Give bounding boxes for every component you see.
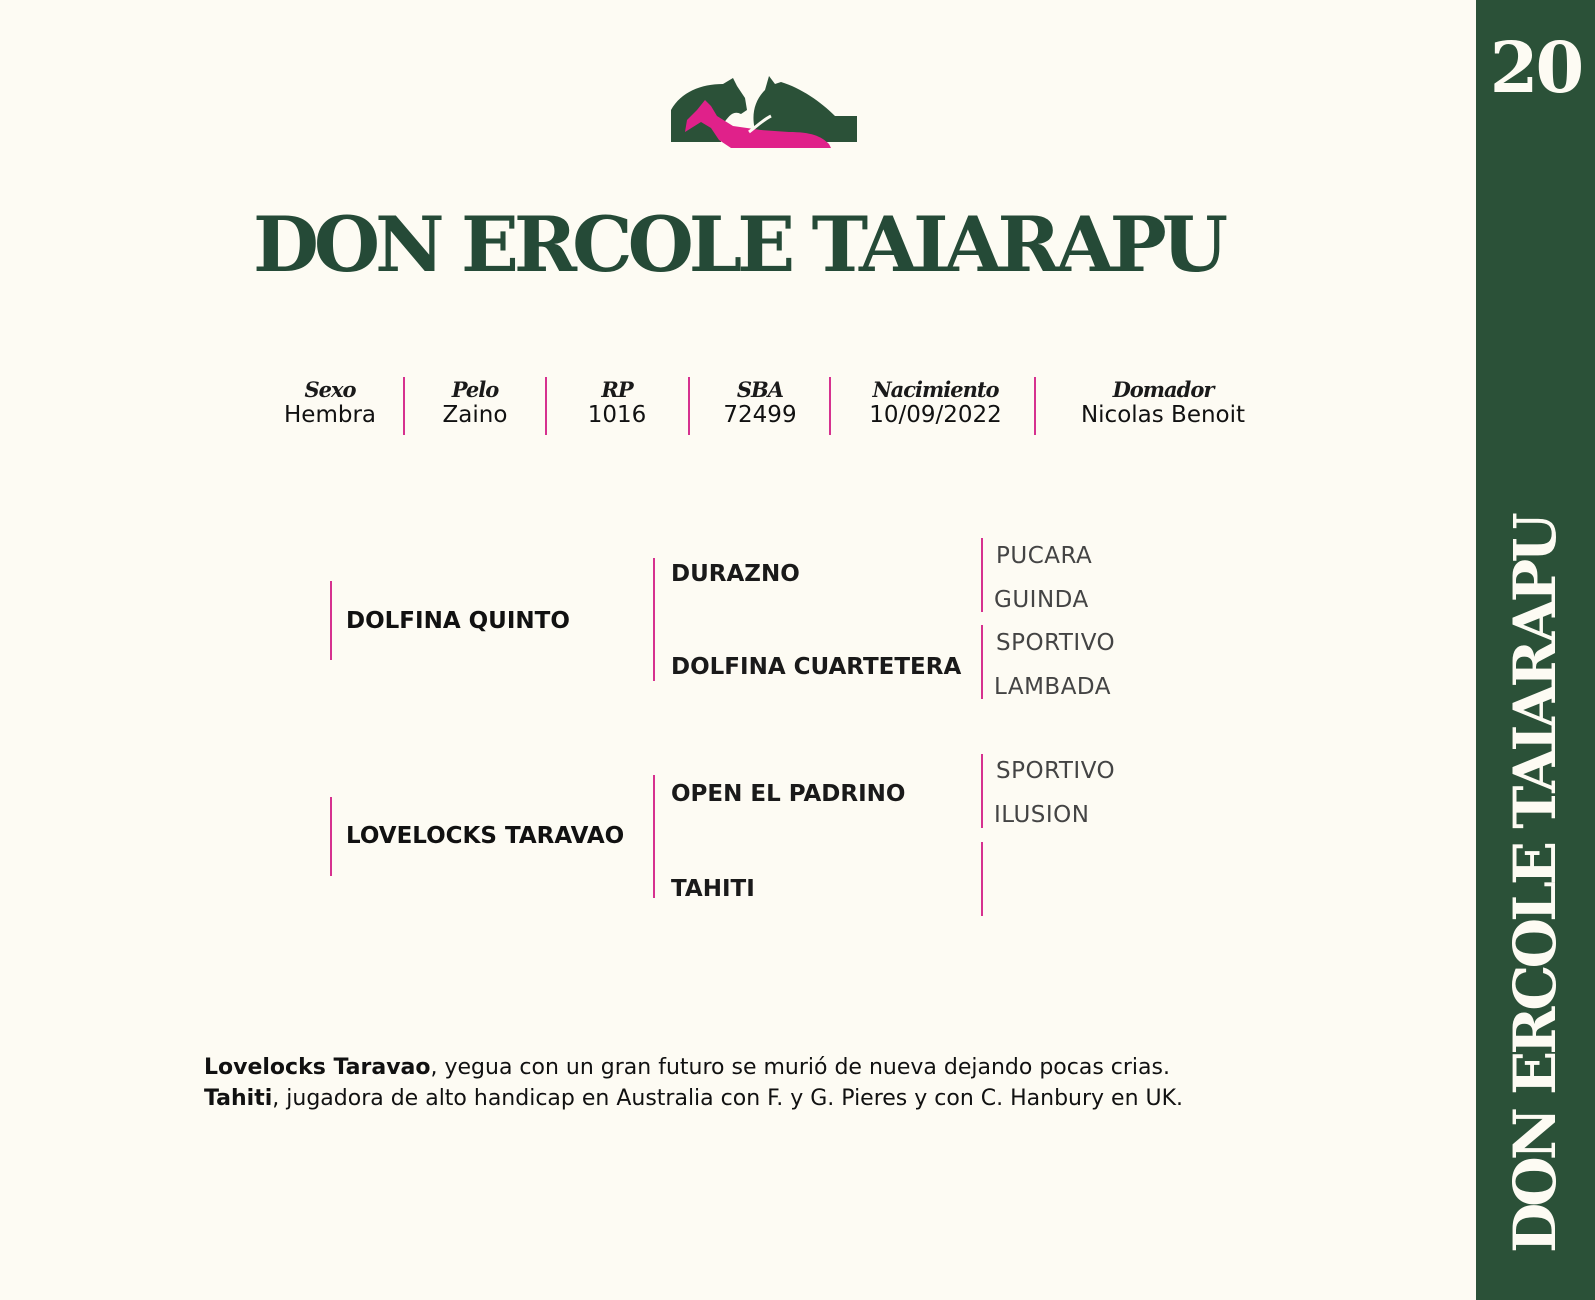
info-sexo	[270, 378, 390, 428]
pedigree-sire-sire-sire: PUCARA	[996, 543, 1093, 569]
pedigree-line	[981, 538, 983, 612]
info-domador-label: Domador	[1112, 377, 1214, 402]
note-line	[204, 1052, 1434, 1083]
info-nacimiento-label: Nacimiento	[872, 377, 999, 402]
page-number: 20	[1489, 26, 1582, 109]
info-pelo	[420, 378, 530, 428]
pedigree-line	[981, 842, 983, 916]
pedigree-dam-sire-sire: SPORTIVO	[996, 758, 1116, 784]
note-bold: Tahiti	[204, 1086, 273, 1111]
pedigree-sire-sire-dam: GUINDA	[994, 587, 1089, 613]
info-divider	[688, 377, 690, 435]
pedigree-line	[330, 797, 332, 876]
pedigree-sire-sire: DURAZNO	[671, 561, 800, 587]
sidebar	[1476, 0, 1595, 1300]
horses-logo-icon	[671, 70, 857, 150]
pedigree-line	[981, 625, 983, 699]
pedigree-sire-dam-sire: SPORTIVO	[996, 630, 1116, 656]
pedigree-sire: DOLFINA QUINTO	[346, 608, 570, 634]
pedigree-line	[330, 581, 332, 660]
pedigree-dam: LOVELOCKS TARAVAO	[346, 823, 625, 849]
info-domador-value: Nicolas Benoit	[1080, 402, 1246, 428]
info-rp	[562, 378, 672, 428]
info-pelo-label: Pelo	[451, 377, 499, 402]
info-sba-value: 72499	[723, 402, 797, 428]
info-divider	[829, 377, 831, 435]
pedigree-line	[981, 754, 983, 828]
note-text: , yegua con un gran futuro se murió de nueva dejando pocas crias.	[430, 1055, 1170, 1080]
info-pelo-value: Zaino	[442, 402, 508, 428]
info-divider	[403, 377, 405, 435]
sidebar-title: DON ERCOLE TAIARAPU	[1501, 516, 1569, 1253]
horse-name-title: DON ERCOLE TAIARAPU	[252, 200, 1224, 289]
info-divider	[545, 377, 547, 435]
info-nacimiento-value: 10/09/2022	[869, 402, 1002, 428]
note-line	[204, 1083, 1434, 1114]
info-domador	[1058, 378, 1268, 428]
pedigree-dam-dam: TAHITI	[671, 876, 755, 902]
info-rp-label: RP	[601, 377, 633, 402]
info-rp-value: 1016	[587, 402, 647, 428]
note-text: , jugadora de alto handicap en Australia con F. y G. Pieres y con C. Hanbury en UK.	[272, 1086, 1184, 1111]
info-sba	[705, 378, 815, 428]
notes	[204, 1052, 1434, 1114]
pedigree-sire-dam-dam: LAMBADA	[994, 674, 1111, 700]
pedigree-dam-sire-dam: ILUSION	[994, 802, 1090, 828]
pedigree-dam-sire: OPEN EL PADRINO	[671, 781, 906, 807]
pedigree-line	[653, 558, 655, 681]
info-divider	[1034, 377, 1036, 435]
pedigree-sire-dam: DOLFINA CUARTETERA	[671, 654, 962, 680]
note-bold: Lovelocks Taravao	[204, 1055, 431, 1080]
pedigree-line	[653, 775, 655, 898]
info-nacimiento	[848, 378, 1023, 428]
info-sexo-label: Sexo	[304, 377, 356, 402]
info-sba-label: SBA	[736, 377, 784, 402]
info-sexo-value: Hembra	[284, 402, 376, 428]
